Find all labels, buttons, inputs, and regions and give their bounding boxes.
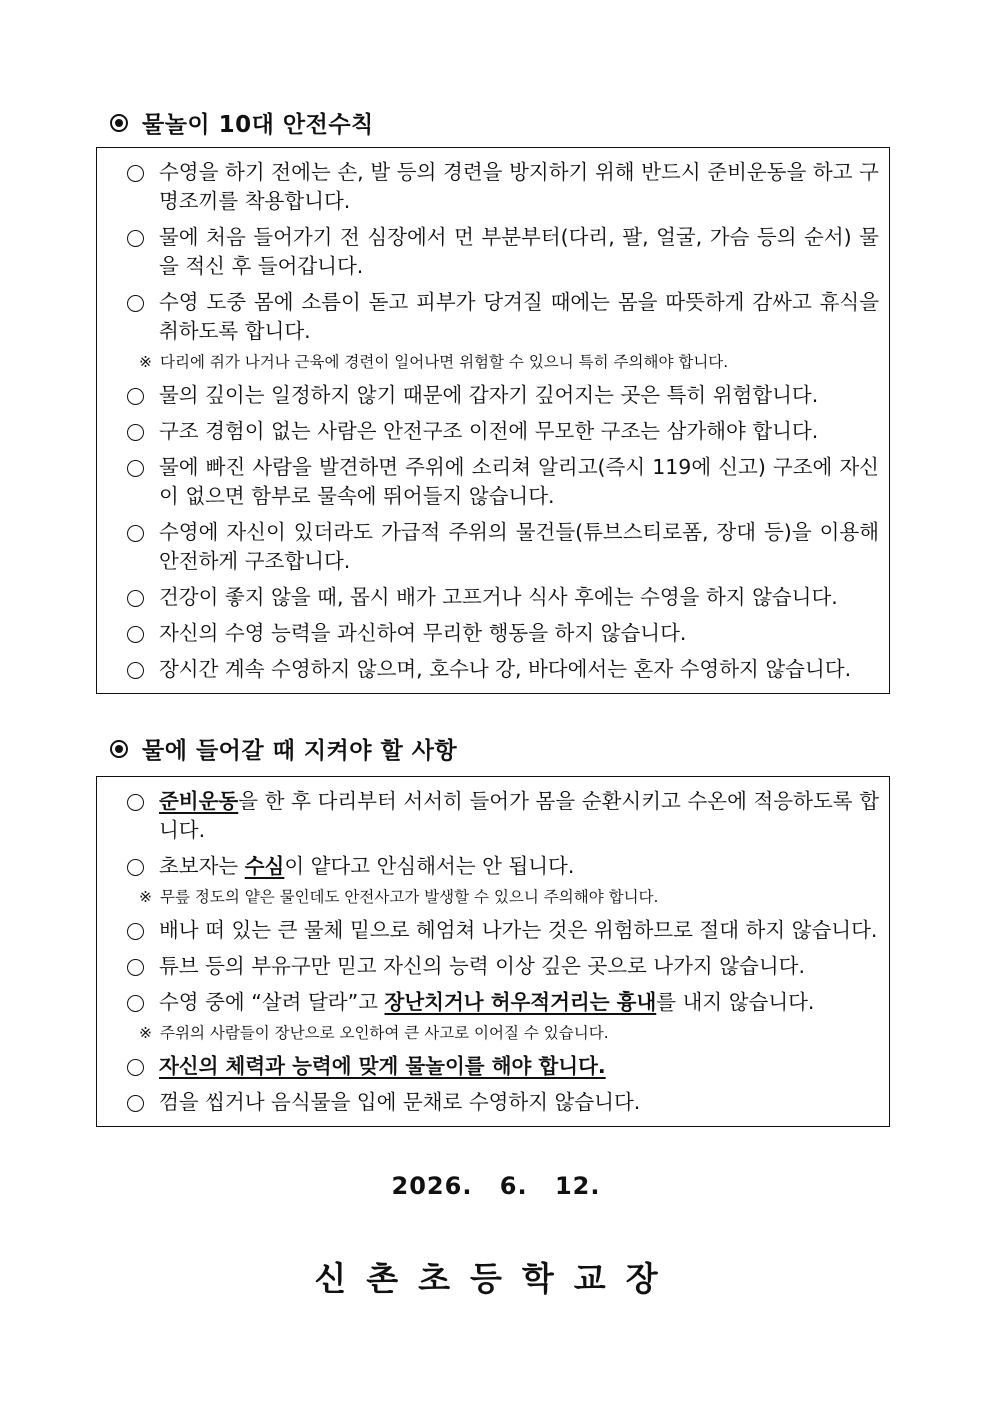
section-title-safety-rules xyxy=(110,106,374,139)
circle-bullet-icon xyxy=(127,923,144,940)
circle-bullet-icon xyxy=(127,165,144,182)
list-item: 초보자는 수심이 얕다고 안심해서는 안 됩니다. xyxy=(127,852,879,881)
reference-mark-icon: ※ xyxy=(139,888,152,906)
list-item: 자신의 체력과 능력에 맞게 물놀이를 해야 합니다. xyxy=(127,1052,879,1081)
list-item: 수영을 하기 전에는 손, 발 등의 경련을 방지하기 위해 반드시 준비운동을 하고 구명조끼를 착용합니다. xyxy=(127,158,879,216)
list-item: 껌을 씹거나 음식물을 입에 문채로 수영하지 않습니다. xyxy=(127,1088,879,1117)
circle-bullet-icon xyxy=(127,525,144,542)
list-item: 구조 경험이 없는 사람은 안전구조 이전에 무모한 구조는 삼가해야 합니다. xyxy=(127,417,879,446)
list-item: 준비운동을 한 후 다리부터 서서히 들어가 몸을 순환시키고 수온에 적응하도록 합니다. xyxy=(127,787,879,845)
list-item: 물에 처음 들어가기 전 심장에서 먼 부분부터(다리, 팔, 얼굴, 가슴 등의 순서) 물을 적신 후 들어갑니다. xyxy=(127,223,879,281)
list-item: 수영에 자신이 있더라도 가급적 주위의 물건들(튜브스티로폼, 장대 등)을 이용해 안전하게 구조합니다. xyxy=(127,518,879,576)
list-item: 자신의 수영 능력을 과신하여 무리한 행동을 하지 않습니다. xyxy=(127,619,879,648)
circle-bullet-icon xyxy=(127,1095,144,1112)
circle-bullet-icon xyxy=(127,388,144,405)
circle-bullet-icon xyxy=(127,859,144,876)
reference-mark-icon: ※ xyxy=(139,1024,152,1042)
circle-bullet-icon xyxy=(127,995,144,1012)
list-item: 튜브 등의 부유구만 믿고 자신의 능력 이상 깊은 곳으로 나가지 않습니다. xyxy=(127,952,879,981)
circle-bullet-icon xyxy=(127,230,144,247)
circle-bullet-icon xyxy=(127,662,144,679)
list-item: 배나 떠 있는 큰 물체 밑으로 헤엄쳐 나가는 것은 위험하므로 절대 하지 않습니다. xyxy=(127,916,879,945)
signer-school-principal: 신촌초등학교장 xyxy=(314,1259,678,1298)
circle-bullet-icon xyxy=(127,424,144,441)
section-title-text: 물에 들어갈 때 지켜야 할 사항 xyxy=(142,738,458,764)
section-title-text: 물놀이 10대 안전수칙 xyxy=(142,112,374,138)
safety-rules-box xyxy=(96,147,890,694)
circle-bullet-icon xyxy=(127,460,144,477)
list-item: 수영 도중 몸에 소름이 돋고 피부가 당겨질 때에는 몸을 따뜻하게 감싸고 휴식을 취하도록 합니다. xyxy=(127,288,879,346)
note: ※ 주위의 사람들이 장난으로 오인하여 큰 사고로 이어질 수 있습니다. xyxy=(139,1024,609,1042)
circle-bullet-icon xyxy=(127,626,144,643)
list-item: 물에 빠진 사람을 발견하면 주위에 소리쳐 알리고(즉시 119에 신고) 구조에 자신이 없으면 함부로 물속에 뛰어들지 않습니다. xyxy=(127,453,879,511)
section-title-entering-water xyxy=(110,732,457,765)
list-item: 물의 깊이는 일정하지 않기 때문에 갑자기 깊어지는 곳은 특히 위험합니다. xyxy=(127,381,879,410)
note: ※ 무릎 정도의 얕은 물인데도 안전사고가 발생할 수 있으니 주의해야 합니다. xyxy=(139,888,659,906)
circle-bullet-icon xyxy=(127,794,144,811)
document-date: 2026. 6. 12. xyxy=(391,1172,601,1200)
note: ※ 다리에 쥐가 나거나 근육에 경련이 일어나면 위험할 수 있으니 특히 주의해야 합니다. xyxy=(139,353,729,371)
reference-mark-icon: ※ xyxy=(139,353,152,371)
list-item: 수영 중에 “살려 달라”고 장난치거나 허우적거리는 흉내를 내지 않습니다. xyxy=(127,988,879,1017)
list-item: 건강이 좋지 않을 때, 몹시 배가 고프거나 식사 후에는 수영을 하지 않습니다. xyxy=(127,583,879,612)
circle-bullet-icon xyxy=(127,1059,144,1076)
circle-bullet-icon xyxy=(127,295,144,312)
circle-bullet-icon xyxy=(127,959,144,976)
entering-water-box xyxy=(96,776,890,1127)
fisheye-bullet-icon xyxy=(110,114,128,132)
list-item: 장시간 계속 수영하지 않으며, 호수나 강, 바다에서는 혼자 수영하지 않습니다. xyxy=(127,655,879,684)
fisheye-bullet-icon xyxy=(110,740,128,758)
circle-bullet-icon xyxy=(127,590,144,607)
